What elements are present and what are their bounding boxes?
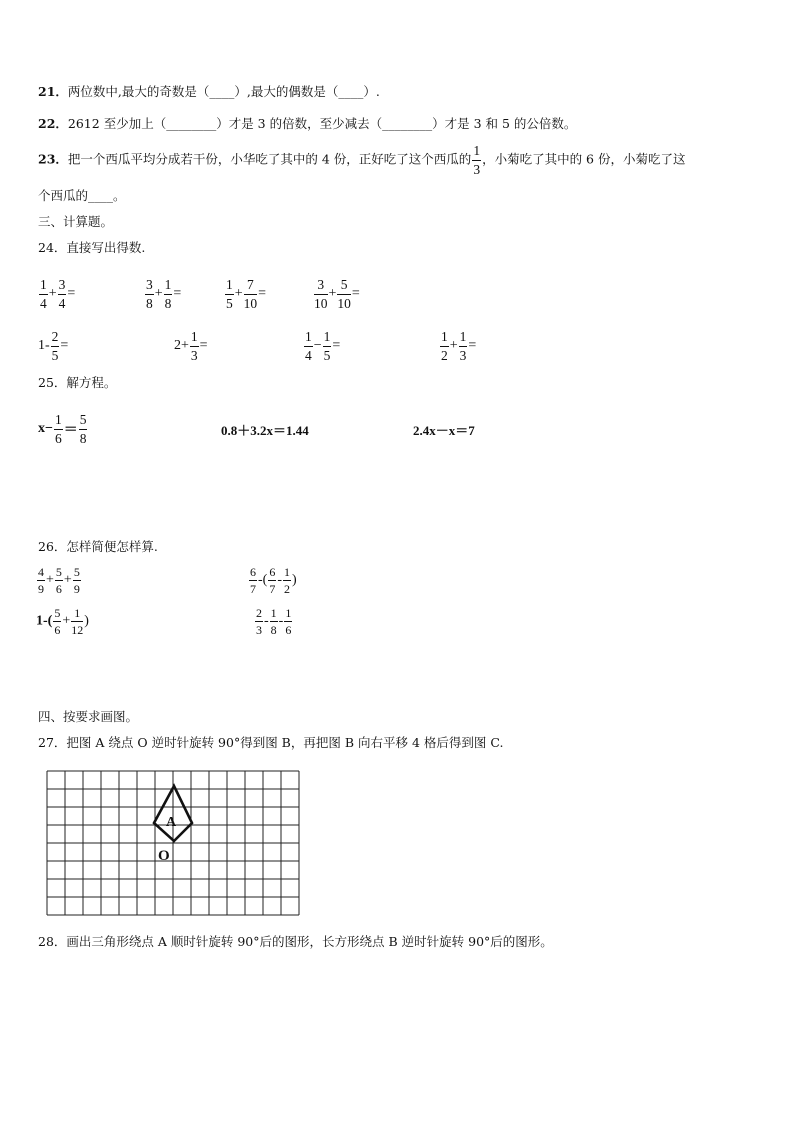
expression: $\frac{1}{4}$ + $\frac{3}{4}$ = <box>40 277 76 311</box>
grid-figure <box>44 768 302 918</box>
expression: 1- $\frac{2}{5}$ = <box>38 329 69 363</box>
question-text: 2612 至少加上（________）才是 3 的倍数，至少减去（________）才是 3 和 5 的公倍数。 <box>67 116 577 131</box>
expression: $\frac{2}{3}$ - $\frac{1}{8}$ - $\frac{1}{6}$ <box>256 606 292 637</box>
section-heading: 四、按要求画图。 <box>38 709 139 724</box>
expression: $\frac{1}{4}$ − $\frac{1}{5}$ = <box>305 329 341 363</box>
question-number: 23． <box>38 151 68 167</box>
question-25-title: 25．解方程。 <box>38 375 117 390</box>
label-a: A <box>166 815 177 830</box>
expression: 2+ $\frac{1}{3}$ = <box>174 329 208 363</box>
expression: 1-( $\frac{5}{6}$ + $\frac{1}{12}$ ) <box>36 606 89 637</box>
question-24-title: 24．直接写出得数. <box>38 240 146 255</box>
equation: x− $\frac{1}{6}$ ＝ $\frac{5}{8}$ <box>38 412 87 446</box>
question-23 <box>38 144 685 176</box>
question-26-title: 26．怎样简便怎样算. <box>38 539 158 554</box>
question-text: ，小菊吃了其中的 6 份，小菊吃了这 <box>482 151 686 167</box>
label-o: O <box>158 848 170 864</box>
question-23-cont <box>38 188 126 203</box>
expression: $\frac{1}{2}$ + $\frac{1}{3}$ = <box>441 329 477 363</box>
question-22 <box>38 116 576 131</box>
section-heading: 三、计算题。 <box>38 214 114 229</box>
equation: 2.4x－x＝7 <box>413 423 475 438</box>
question-text: 把一个西瓜平均分成若干份，小华吃了其中的 4 份，正好吃了这个西瓜的 <box>67 151 472 167</box>
question-number: 21． <box>38 84 68 99</box>
expression: $\frac{3}{8}$ + $\frac{1}{8}$ = <box>146 277 182 311</box>
expression: $\frac{4}{9}$ + $\frac{5}{6}$ + $\frac{5}{9}$ <box>38 565 80 596</box>
expression: $\frac{6}{7}$ -( $\frac{6}{7}$ - $\frac{1}{2}$ ) <box>250 565 297 596</box>
question-27: 27．把图 A 绕点 O 逆时针旋转 90°得到图 B，再把图 B 向右平移 4 格后得到图 C. <box>38 735 504 750</box>
expression: $\frac{1}{5}$ + $\frac{7}{10}$ = <box>226 277 267 311</box>
question-text: 两位数中,最大的奇数是（____）,最大的偶数是（____）. <box>67 84 380 99</box>
question-21 <box>38 84 380 99</box>
question-number: 22． <box>38 116 68 131</box>
question-text: 个西瓜的____。 <box>38 188 126 203</box>
expression: $\frac{3}{10}$ + $\frac{5}{10}$ = <box>314 277 360 311</box>
fraction: $\frac{1}{3}$ <box>473 143 481 177</box>
question-28: 28．画出三角形绕点 A 顺时针旋转 90°后的图形，长方形绕点 B 逆时针旋转 90°后的图形。 <box>38 934 553 949</box>
equation: 0.8＋3.2x＝1.44 <box>221 423 309 438</box>
grid-lines <box>47 771 299 915</box>
